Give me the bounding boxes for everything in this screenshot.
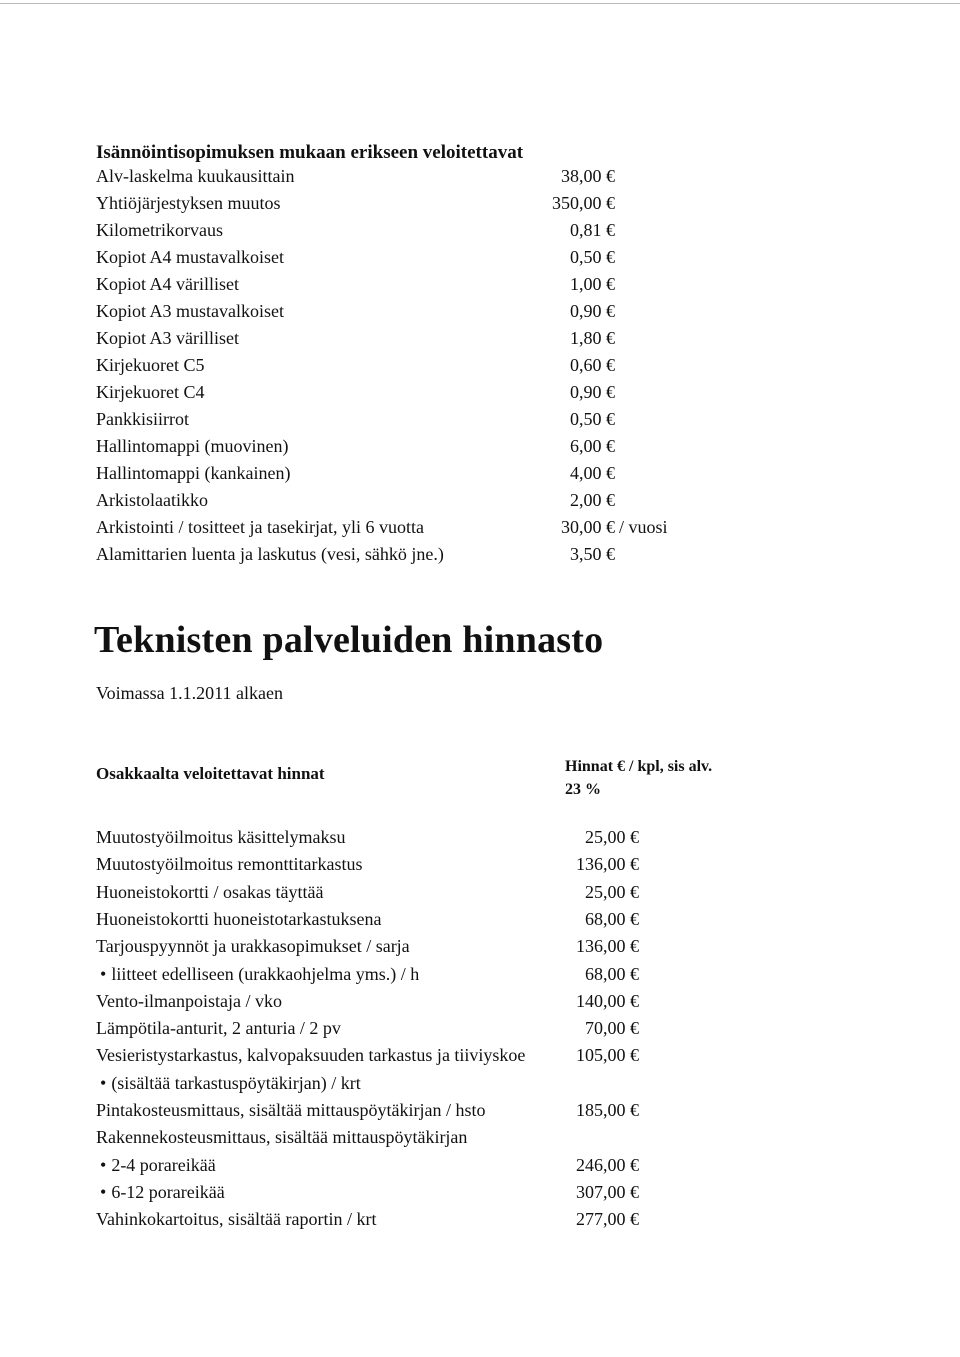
price-subrow <box>96 1182 656 1209</box>
price-row-amount: 70,00 € <box>585 1018 639 1038</box>
price-row-label: Alamittarien luenta ja laskutus (vesi, sähkö jne.) <box>96 544 444 564</box>
price-row-label: Pintakosteusmittaus, sisältää mittauspöytäkirjan / hsto <box>96 1100 486 1120</box>
price-row-amount: 6,00 € <box>570 436 615 456</box>
price-row-amount: 38,00 € <box>561 166 615 186</box>
price-row <box>96 328 696 355</box>
price-row-label: • 2-4 porareikää <box>100 1155 216 1176</box>
table-header-right-line2: 23 % <box>565 781 601 798</box>
price-row <box>96 544 696 571</box>
price-row <box>96 301 696 328</box>
price-row-amount: 246,00 € <box>576 1155 639 1175</box>
price-row-label: Yhtiöjärjestyksen muutos <box>96 193 281 213</box>
price-row-amount: 136,00 € <box>576 936 639 956</box>
price-row <box>96 166 696 193</box>
price-row-label: Kirjekuoret C4 <box>96 382 205 402</box>
price-row-label: Lämpötila-anturit, 2 anturia / 2 pv <box>96 1018 341 1038</box>
price-row <box>96 193 696 220</box>
price-row-amount: 68,00 € <box>585 964 639 984</box>
price-row <box>96 1209 656 1236</box>
price-row <box>96 490 696 517</box>
table-header-right <box>565 755 712 801</box>
price-row-amount: 0,50 € <box>570 247 615 267</box>
price-row-label: Kilometrikorvaus <box>96 220 223 240</box>
price-row-label: Muutostyöilmoitus käsittelymaksu <box>96 827 346 847</box>
price-row-label: Kopiot A3 värilliset <box>96 328 239 348</box>
price-row-amount: 1,00 € <box>570 274 615 294</box>
price-row-amount: 0,90 € <box>570 301 615 321</box>
price-row <box>96 355 696 382</box>
price-row <box>96 463 696 490</box>
price-row <box>96 247 696 274</box>
price-row-unit: / vuosi <box>619 517 668 537</box>
price-row-label: Hallintomappi (kankainen) <box>96 463 291 483</box>
price-row-amount: 307,00 € <box>576 1182 639 1202</box>
price-row-label: Huoneistokortti / osakas täyttää <box>96 882 324 902</box>
price-row-label: Kopiot A4 mustavalkoiset <box>96 247 284 267</box>
price-row-label: Vesieristystarkastus, kalvopaksuuden tarkastus ja tiiviyskoe <box>96 1045 526 1065</box>
price-subrow <box>96 1155 656 1182</box>
price-row <box>96 854 656 881</box>
table-header-left: Osakkaalta veloitettavat hinnat <box>96 764 325 783</box>
price-row <box>96 827 656 854</box>
price-row-label: Kirjekuoret C5 <box>96 355 205 375</box>
price-row-amount: 4,00 € <box>570 463 615 483</box>
price-row-label: Hallintomappi (muovinen) <box>96 436 289 456</box>
price-row <box>96 936 656 963</box>
price-row <box>96 517 696 544</box>
price-row-label: • liitteet edelliseen (urakkaohjelma yms.) / h <box>100 964 419 985</box>
price-row <box>96 1127 656 1154</box>
price-row-amount: 185,00 € <box>576 1100 639 1120</box>
price-row <box>96 274 696 301</box>
price-row-amount: 136,00 € <box>576 854 639 874</box>
price-row-amount: 30,00 € <box>561 517 615 537</box>
price-row-label: Vahinkokartoitus, sisältää raportin / krt <box>96 1209 377 1229</box>
price-row-label: Muutostyöilmoitus remonttitarkastus <box>96 854 363 874</box>
price-row-amount: 350,00 € <box>552 193 615 213</box>
price-row <box>96 436 696 463</box>
price-row-label: Huoneistokortti huoneistotarkastuksena <box>96 909 382 929</box>
price-row-amount: 68,00 € <box>585 909 639 929</box>
price-row-amount: 3,50 € <box>570 544 615 564</box>
price-row-amount: 0,90 € <box>570 382 615 402</box>
price-row <box>96 382 696 409</box>
price-row-amount: 0,50 € <box>570 409 615 429</box>
price-row <box>96 1045 656 1072</box>
price-row <box>96 220 696 247</box>
price-row-label: Kopiot A3 mustavalkoiset <box>96 301 284 321</box>
valid-from-text: Voimassa 1.1.2011 alkaen <box>96 683 283 703</box>
price-row-label: • 6-12 porareikää <box>100 1182 225 1203</box>
section1-title: Isännöintisopimuksen mukaan erikseen veloitettavat <box>96 142 524 163</box>
price-row-amount: 0,81 € <box>570 220 615 240</box>
price-row-label: • (sisältää tarkastuspöytäkirjan) / krt <box>100 1073 361 1094</box>
price-row <box>96 909 656 936</box>
price-row-label: Rakennekosteusmittaus, sisältää mittauspöytäkirjan <box>96 1127 468 1147</box>
price-row-amount: 2,00 € <box>570 490 615 510</box>
price-row-label: Alv-laskelma kuukausittain <box>96 166 295 186</box>
price-row <box>96 1100 656 1127</box>
page-title: Teknisten palveluiden hinnasto <box>94 619 604 661</box>
price-row-amount: 0,60 € <box>570 355 615 375</box>
price-row-label: Vento-ilmanpoistaja / vko <box>96 991 282 1011</box>
table-header-right-line1: Hinnat € / kpl, sis alv. <box>565 758 713 775</box>
price-row-amount: 105,00 € <box>576 1045 639 1065</box>
price-subrow <box>96 1073 656 1100</box>
price-row <box>96 409 696 436</box>
price-row-label: Pankkisiirrot <box>96 409 189 429</box>
price-row <box>96 991 656 1018</box>
price-subrow <box>96 964 656 991</box>
price-row <box>96 1018 656 1045</box>
price-row-amount: 140,00 € <box>576 991 639 1011</box>
price-row-amount: 1,80 € <box>570 328 615 348</box>
price-row-label: Kopiot A4 värilliset <box>96 274 239 294</box>
price-row-amount: 277,00 € <box>576 1209 639 1229</box>
price-row-label: Arkistolaatikko <box>96 490 208 510</box>
price-row-label: Arkistointi / tositteet ja tasekirjat, yli 6 vuotta <box>96 517 424 537</box>
price-row-label: Tarjouspyynnöt ja urakkasopimukset / sarja <box>96 936 410 956</box>
price-row-amount: 25,00 € <box>585 827 639 847</box>
price-row-amount: 25,00 € <box>585 882 639 902</box>
price-row <box>96 882 656 909</box>
